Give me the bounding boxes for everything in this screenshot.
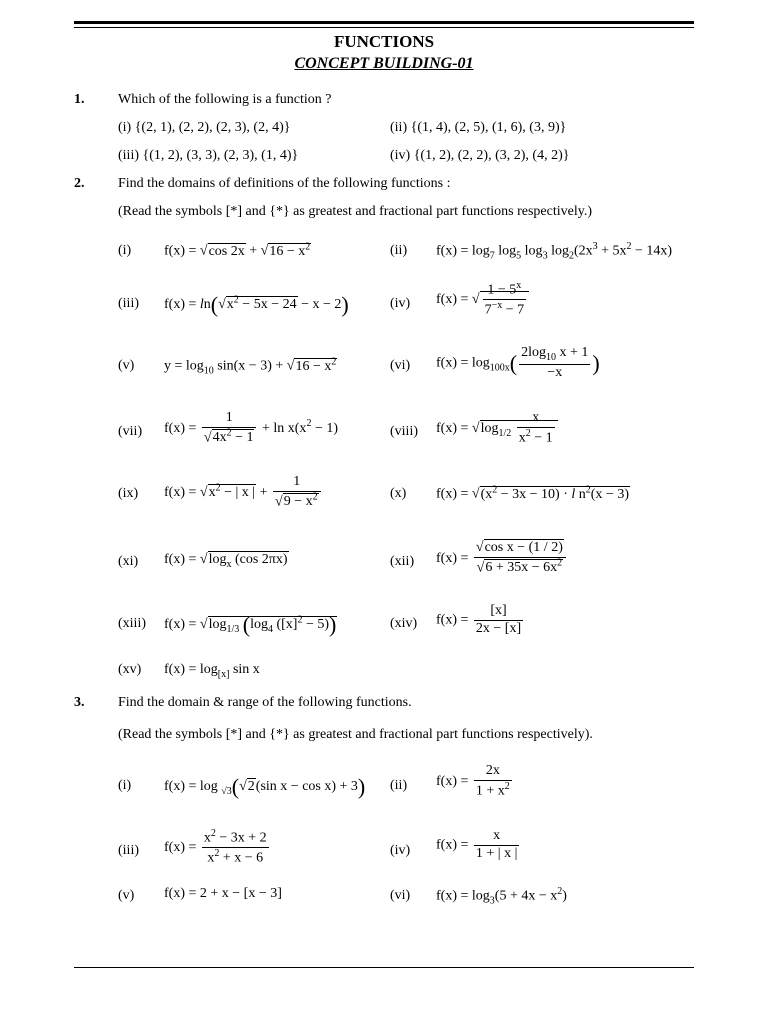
q2-equation-i: f(x) = √cos $2x + √16 - x^2$: [164, 241, 311, 259]
q2-label-viii: (viii): [390, 424, 418, 439]
question-1-text: Which of the following is a function ?: [118, 92, 332, 107]
q2-label-vii: (vii): [118, 424, 143, 439]
q3-equation-iii: f(x) = $\frac{x^2 - 3x + 2}{x^2 + x - 6}$: [164, 828, 267, 867]
q2-label-xiii: (xiii): [118, 616, 146, 631]
question-number-3: 3.: [74, 695, 85, 710]
q1-option-iv: (iv) {(1, 2), (2, 2), (3, 2), (4, 2)}: [390, 148, 570, 163]
q3-label-iii: (iii): [118, 843, 139, 858]
q1-option-i: (i) {(2, 1), (2, 2), (2, 3), (2, 4)}: [118, 120, 291, 135]
q2-label-xv: (xv): [118, 662, 142, 677]
q2-equation-viii: $f(x) = √\log_{1/2}$ $\frac{x}{x^2 - 1}$: [436, 410, 558, 447]
question-3-note: (Read the symbols [*] and {*} as greatest and fractional part functions respectively).: [118, 727, 593, 742]
bottom-rule: [74, 967, 694, 968]
q3-label-i: (i): [118, 778, 132, 793]
q2-label-xi: (xi): [118, 554, 139, 569]
q3-label-iv: (iv): [390, 843, 411, 858]
q2-equation-xiii: $f(x) = √\log_{1/3}$ ($\log_4$ $([x]^2 - 5)$): [164, 612, 337, 637]
q2-label-v: (v): [118, 358, 135, 373]
page-subtitle: CONCEPT BUILDING-01: [294, 55, 474, 72]
question-number-2: 2.: [74, 176, 85, 191]
q2-equation-xiv: f(x) = $\frac{[x]}{2x - [x]}$: [436, 603, 522, 636]
q3-label-ii: (ii): [390, 778, 408, 793]
q3-equation-v: f(x) = 2 + x − [x − 3]: [164, 886, 282, 901]
question-3-text: Find the domain & range of the following functions.: [118, 695, 412, 710]
question-number-1: 1.: [74, 92, 85, 107]
q2-equation-ii: $f(x) = \log_7 \log_5 \log_3 \log_2(2x^3 + 5x^2 - 14x)$: [436, 241, 673, 262]
q2-label-ii: (ii): [390, 243, 408, 258]
q2-label-xiv: (xiv): [390, 616, 418, 631]
q2-equation-v: $y = \log_{10} \sin(x - 3) + √16 - x^2$: [164, 356, 337, 377]
q2-label-iv: (iv): [390, 296, 411, 311]
q1-option-iii: (iii) {(1, 2), (3, 3), (2, 3), (1, 4)}: [118, 148, 299, 163]
q2-label-vi: (vi): [390, 358, 411, 373]
question-2-text: Find the domains of definitions of the following functions :: [118, 176, 451, 191]
q2-equation-xii: f(x) = $\frac{\text{√cos x − (1 / 2)}}{√6 + 35x - 6x^2}$: [436, 540, 568, 577]
q2-equation-xi: $f(x) = √\log_x$ (cos 2πx): [164, 552, 288, 570]
q3-label-v: (v): [118, 888, 135, 903]
top-rule: [74, 21, 694, 24]
question-2-note: (Read the symbols [*] and {*} as greatest and fractional part functions respectively.): [118, 204, 592, 219]
q3-equation-vi: $f(x) = \log_3(5 + 4x - x^2)$: [436, 886, 567, 907]
q2-label-ix: (ix): [118, 486, 139, 501]
page-title: FUNCTIONS: [333, 32, 435, 51]
q2-equation-iii: $f(x) = \ln(√x^2 - 5x - 24 - x - 2)$: [164, 292, 349, 317]
q3-equation-i: f(x) = log $_{√3}$(√2(sin x − cos x) + 3): [164, 774, 366, 799]
q3-equation-ii: f(x) = $\frac{2x}{1 + x^2}$: [436, 763, 510, 799]
q3-label-vi: (vi): [390, 888, 411, 903]
q3-equation-iv: f(x) = $\frac{x}{1 + | x |}$: [436, 828, 518, 861]
q2-label-iii: (iii): [118, 296, 139, 311]
q2-equation-iv: f(x) = √ $\frac{1 - 5^x}{7^{-x} - 7}$: [436, 280, 529, 320]
q2-label-xii: (xii): [390, 554, 415, 569]
q1-option-ii: (ii) {(1, 4), (2, 5), (1, 6), (3, 9)}: [390, 120, 567, 135]
q2-label-i: (i): [118, 243, 132, 258]
q2-equation-ix: $f(x) = √x^2$ − | x | + $\frac{1}{√9 - x^2}$: [164, 474, 323, 511]
q2-label-x: (x): [390, 486, 407, 501]
q2-equation-x: $f(x) = √(x^2 - 3x - 10) \cdot l$ $n^2(x - 3)$: [436, 484, 629, 502]
q2-equation-vii: f(x) = $\frac{1}{√4x^2 - 1}$ + $\ln x(x^2 - 1)$: [164, 410, 338, 446]
q2-equation-xv: $f(x) = \log_{[x]} \sin x$: [164, 662, 260, 680]
q2-equation-vi: $f(x) = \log_{100x}$( $\frac{2\log_{10} x + 1}{-x}$ ): [436, 345, 600, 380]
top-rule-thin: [74, 27, 694, 28]
